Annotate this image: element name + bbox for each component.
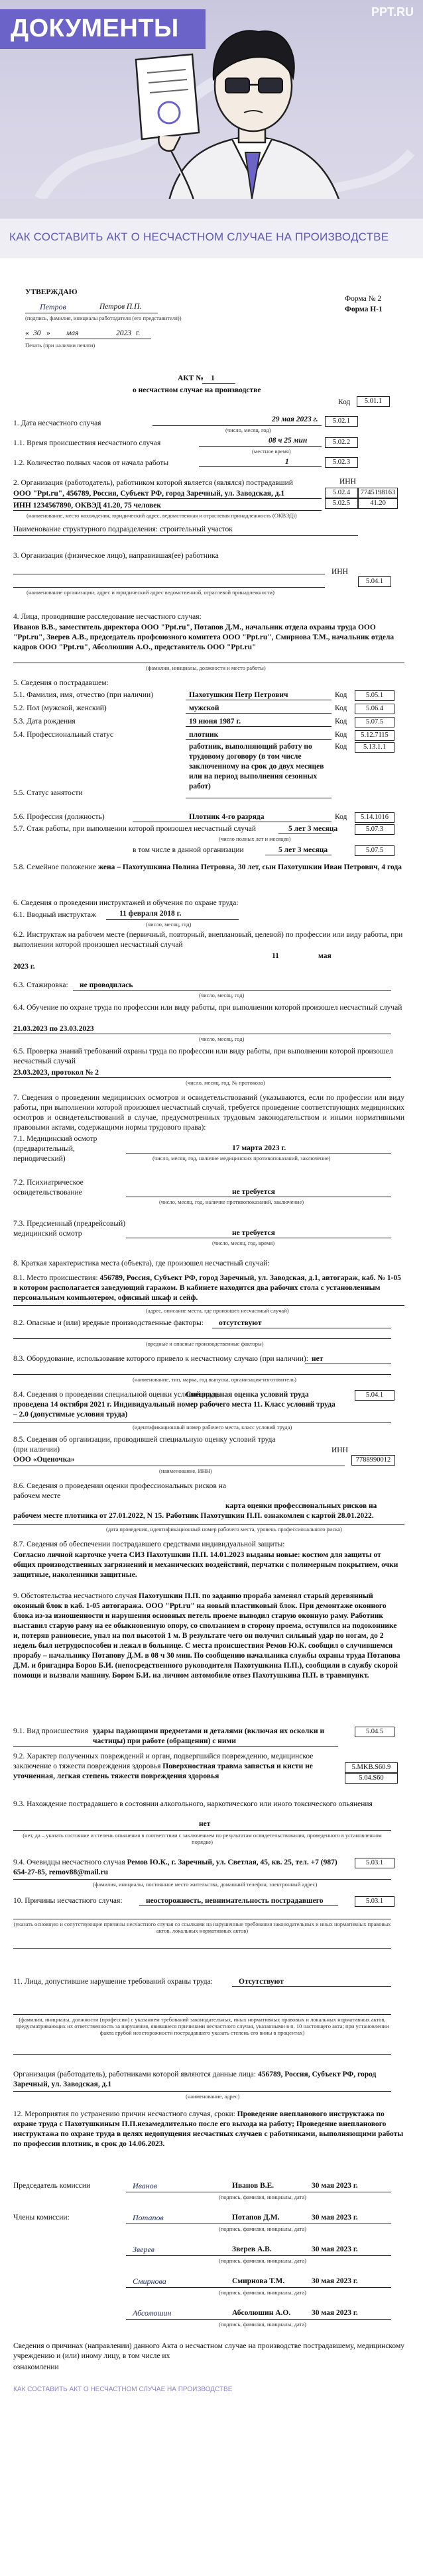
pre-label: 7.3. Предсменный (предрейсовый) медицинский осмотр	[13, 1220, 126, 1238]
chair-name: Иванов В.Е.	[232, 2182, 274, 2190]
sec3-code: 5.04.1	[358, 576, 391, 587]
siz-value: Согласно личной карточке учета СИЗ Пахотушкин П.П. 14.01.2023 выданы новые: костюм для защиты от общих производственных загрязнений и механических воздействий, перчатки с полимерным покрытием, очки защитные, наколенники защитные.	[13, 1551, 398, 1579]
risk-label: 8.6. Сведения о проведении оценки профессиональных рисков на рабочем месте	[13, 1482, 226, 1500]
psych-label: 7.2. Психиатрическое освидетельствование	[13, 1179, 84, 1197]
article-banner	[0, 0, 423, 219]
org-code-2: 5.02.5	[325, 498, 358, 509]
work-hours: 1	[285, 458, 289, 466]
members-label: Члены комиссии:	[13, 2214, 70, 2222]
instr-label: 6.2. Инструктаж на рабочем месте (первичный, повторный, внеплановый, целевой) по профессии или виду работы, при выполнении которой произошел несчастный случай	[13, 931, 403, 949]
cause-value: неосторожность, невнимательность пострадавшего	[146, 1897, 324, 1905]
victim-sex: мужской	[189, 704, 219, 712]
sec4-caption: (фамилии, инициалы, должности и место работы)	[146, 665, 266, 671]
approve-date-day: 30	[33, 329, 41, 337]
chair-date: 30 мая 2023 г.	[312, 2182, 358, 2190]
member-caption: (подпись, фамилия, инициалы, дата)	[219, 2321, 306, 2328]
member-signature: Абсолюшин	[133, 2308, 172, 2318]
sout-label: 8.4. Сведения о проведении специальной оценки условий труда	[13, 1391, 220, 1399]
victim-position-code: 5.14.1016	[355, 812, 394, 823]
okud-label: Код	[338, 398, 351, 406]
train-label: 6.4. Обучение по охране труда по профессии или виду работы, при выполнении которой произошел несчастный случай	[13, 1004, 402, 1012]
approve-date-year: 2023	[116, 329, 131, 337]
check-label: 6.5. Проверка знаний требований охраны труда по профессии или виду работы, при выполнении которой произошел несчастный случай	[13, 1047, 393, 1065]
sec3-caption: (наименование организации, адрес и юридический адрес ведомственной, отраслевой принадлежности)	[27, 589, 274, 596]
act-title: АКТ №	[178, 374, 204, 382]
family-value: жена – Пахотушкина Полина Петровна, 30 лет, сын Пахотушкин Иван Петрович, 4 года	[97, 863, 402, 871]
victim-sex-code: 5.06.4	[355, 704, 394, 714]
med-label: 7.1. Медицинский осмотр (предварительный, периодический)	[13, 1135, 97, 1163]
victim-sex-label: 5.2. Пол (мужской, женский)	[13, 704, 107, 712]
violators-caption: (фамилии, инициалы, должности (профессии) с указанием требований законодательных, иных нормативных правовых и локальных нормативных актов, предусматривающих их ответственность за нарушения, явившиеся причинами несчастного случая, указанными в п. 10 настоящего акта; при установлении факта грубой неосторожности пострадавшего указать степень его вины в процентах)	[15, 2016, 389, 2036]
victim-prof-code: 5.12.7115	[355, 730, 394, 741]
exp-code: 5.07.3	[355, 824, 394, 835]
victim-position-label: 5.6. Профессия (должность)	[13, 813, 105, 821]
member-name: Потапов Д.М.	[232, 2214, 280, 2222]
sout-value: Специальная оценка условий труда проведена 14 октября 2021 г. Индивидуальный номер рабочего места 11. Класс условий труда – 2.0 (допустимые условия труда)	[13, 1391, 335, 1419]
member-caption: (подпись, фамилия, инициалы, дата)	[219, 2289, 306, 2296]
instr-day: 11	[272, 952, 279, 960]
intro-date: 11 февраля 2018 г.	[119, 910, 182, 918]
cause-code: 5.03.1	[355, 1896, 394, 1907]
intern-value: не проводилась	[80, 981, 133, 989]
sec3-inn-label: ИНН	[332, 568, 348, 576]
inj-label: 9.1. Вид происшествия	[13, 1727, 88, 1735]
org-code-1: 5.02.4	[325, 488, 358, 498]
violators-org-caption: (наименование, адрес)	[186, 2093, 240, 2100]
site-logo[interactable]: PPT.RU	[371, 5, 414, 19]
alc-value: нет	[199, 1820, 211, 1828]
exp-caption: (число полных лет и месяцев)	[219, 835, 291, 842]
work-hours-code: 5.02.3	[325, 457, 358, 468]
org-inn: 7745198163	[358, 488, 398, 498]
place-caption: (адрес, описание места, где произошел несчастный случай)	[146, 1307, 289, 1314]
member-date: 30 мая 2023 г.	[312, 2245, 358, 2253]
victim-status-label: 5.5. Статус занятости	[13, 789, 83, 797]
member-signature: Смирнова	[133, 2277, 166, 2286]
intro-label: 6.1. Вводный инструктаж	[13, 911, 96, 919]
siz-label: 8.7. Сведения об обеспечении пострадавшего средствами индивидуальной защиты:	[13, 1540, 285, 1548]
alc-label: 9.3. Нахождение пострадавшего в состоянии алкогольного, наркотического или иного токсического опьянения	[13, 1800, 373, 1808]
intern-caption: (число, месяц, год)	[199, 992, 245, 998]
exp-org-code: 5.07.5	[355, 845, 394, 856]
violators-org-value: 456789, Россия, Субъект РФ, город Заречный, ул. Заводская, д.1	[13, 2070, 377, 2088]
exp-value: 5 лет 3 месяца	[288, 825, 338, 833]
harm-caption: (вредные и опасные производственные факторы)	[146, 1340, 264, 1347]
place-label: 8.1. Место происшествия:	[13, 1274, 98, 1282]
sec12-label: 12. Мероприятия по устранению причин несчастного случая, сроки:	[13, 2110, 235, 2118]
accident-date-code: 5.02.1	[325, 416, 358, 427]
exp-org-value: 5 лет 3 месяца	[278, 846, 328, 854]
sec9-label: 9. Обстоятельства несчастного случая	[13, 1592, 137, 1600]
equip-label: 8.3. Оборудование, использование которого привело к несчастному случаю (при наличии):	[13, 1355, 308, 1363]
approve-date-suffix: г.	[136, 329, 141, 337]
instr-year: 2023 г.	[13, 963, 35, 971]
sec10-label: 10. Причины несчастного случая:	[13, 1897, 123, 1905]
victim-dob-code: 5.07.5	[355, 717, 394, 727]
victim-employment-note: работник, выполняющий работу по трудовому договору (в том числе заключенному на срок до двух месяцев или на период выполнения сезонных работ)	[189, 743, 324, 790]
victim-prof: плотник	[189, 731, 219, 739]
equip-value: нет	[312, 1355, 324, 1363]
intern-label: 6.3. Стажировка:	[13, 981, 68, 989]
sec1-time-label: 1.1. Время происшествия несчастного случая	[13, 439, 161, 447]
victim-prof-label: 5.4. Профессиональный статус	[13, 731, 113, 739]
cause-caption: (указать основную и сопутствующие причины несчастного случая со ссылками на нарушенные требования законодательных и иных нормативных правовых актов, локальных нормативных актов)	[13, 1921, 391, 1934]
member-date: 30 мая 2023 г.	[312, 2214, 358, 2222]
victim-employment-code: 5.13.1.1	[355, 742, 394, 753]
article-caption	[0, 219, 423, 258]
chair-signature: Иванов	[133, 2181, 157, 2190]
sec8-label: 8. Краткая характеристика места (объекта), где произошел несчастный случай:	[13, 1260, 270, 1267]
sec7-label: 7. Сведения о проведении медицинских осмотров и освидетельствований (указываются, если по профессии или виду работы, при выполнении которой произошел несчастный случай, требуется проведение соответствующих медицинских осмотров и освидетельствований в случае, предусмотренных трудовым законодательством и иными нормативными правовыми актами, содержащими нормы трудового права):	[13, 1094, 404, 1132]
org-caption: (наименование, место нахождения, юридический адрес, ведомственная и отраслевая принадлежность (ОКВЭД))	[27, 512, 297, 519]
org-requisites: ИНН 1234567890, ОКВЭД 41.20, 75 человек	[13, 502, 161, 510]
member-name: Абсолюшин А.О.	[232, 2309, 291, 2317]
psych-value: не требуется	[232, 1188, 275, 1196]
diag-code: 5.MKB.S60.9	[345, 1762, 398, 1773]
violators-org-label: Организация (работодатель), работниками которой являются данные лица:	[13, 2070, 257, 2078]
member-date: 30 мая 2023 г.	[312, 2277, 358, 2285]
org-address: ООО "Ppt.ru", 456789, Россия, Субъект РФ, город Заречный, ул. Заводская, д.1	[13, 490, 285, 498]
sout-org-inn-label: ИНН	[332, 1446, 348, 1454]
train-value: 21.03.2023 по 23.03.2023	[13, 1025, 94, 1033]
pre-value: не требуется	[232, 1229, 275, 1237]
approve-heading: УТВЕРЖДАЮ	[25, 288, 78, 296]
sec11-label: 11. Лица, допустившие нарушение требований охраны труда:	[13, 1978, 213, 1986]
sout-org-label: 8.5. Сведения об организации, проводившей специальную оценку условий труда (при наличии)	[13, 1436, 276, 1454]
witness-code: 5.03.1	[355, 1858, 394, 1868]
diag-code-2: 5.04.S60	[345, 1773, 398, 1784]
exp-org-label: в том числе в данной организации	[133, 846, 244, 854]
sout-org-caption: (наименование, ИНН)	[159, 1468, 212, 1474]
check-caption: (число, месяц, год, № протокола)	[186, 1079, 265, 1086]
approver-caption: (подпись, фамилия, инициалы работодателя (его представителя))	[25, 315, 182, 321]
sout-org-inn: 7788990012	[351, 1455, 395, 1466]
article-caption-text: КАК СОСТАВИТЬ АКТ О НЕСЧАСТНОМ СЛУЧАЕ НА ПРОИЗВОДСТВЕ	[9, 231, 389, 243]
risk-value: карта оценки профессиональных рисков на рабочем месте плотника от 27.01.2022, N 15. Работник Пахотушкин П.П. ознакомлен с картой 28.01.2022.	[13, 1502, 377, 1520]
intro-caption: (число, месяц, год)	[146, 921, 192, 928]
footer-text: Сведения о причинах (направлении) данного Акта о несчастном случае на производстве пострадавшему, медицинскому учреждению и (или) иному лицу, в том числе их	[13, 2342, 404, 2360]
accident-time-caption: (местное время)	[252, 448, 291, 455]
accident-time-code: 5.02.2	[325, 437, 358, 448]
approver-signature: Петров	[40, 302, 66, 311]
banner-title: ДОКУМЕНТЫ	[11, 15, 179, 42]
accident-date-caption: (число, месяц, год)	[225, 427, 271, 433]
member-caption: (подпись, фамилия, инициалы, дата)	[219, 2257, 306, 2264]
approve-date-month: мая	[66, 329, 79, 337]
member-caption: (подпись, фамилия, инициалы, дата)	[219, 2226, 306, 2232]
witness-label: 9.4. Очевидцы несчастного случая	[13, 1858, 125, 1866]
chair-label: Председатель комиссии	[13, 2182, 91, 2190]
sec6-label: 6. Сведения о проведении инструктажей и обучения по охране труда:	[13, 899, 239, 907]
place-value: 456789, Россия, Субъект РФ, город Заречный, ул. Заводская, д.1, автогараж, каб. № 1-05 в котором располагается заведующий гаражом. В кабинете находится два рабочих стола с установленным персональным компьютером, офисный шкаф и сейф.	[13, 1274, 401, 1302]
med-value: 17 марта 2023 г.	[232, 1144, 286, 1152]
victim-name: Пахотушкин Петр Петрович	[189, 691, 288, 699]
inj-code: 5.04.5	[355, 1727, 394, 1737]
pre-caption: (число, месяц, год, время)	[212, 1240, 275, 1246]
witness-value: Ремов Ю.К., г. Заречный, ул. Светлая, 45, кв. 25, тел. +7 (987) 654-27-85, remov88@mail.ru	[13, 1858, 337, 1876]
harm-value: отсутствуют	[219, 1319, 262, 1327]
equip-caption: (наименование, тип, марка, год выпуска, организация-изготовитель)	[133, 1376, 296, 1383]
victim-dob-label: 5.3. Дата рождения	[13, 718, 76, 725]
sout-caption: (идентификационный номер рабочего места, класс условий труда)	[133, 1424, 292, 1430]
victim-dob: 19 июня 1987 г.	[189, 718, 241, 725]
diag-value: Поверхностная травма запястья и кисти не уточненная, легкая степень тяжести повреждения здоровья	[13, 1762, 313, 1780]
witness-caption: (фамилия, инициалы, постоянное место жительства, домашний телефон, электронный адрес)	[93, 1881, 318, 1888]
risk-caption: (дата проведения, идентификационный номер рабочего места, уровень профессионального риска)	[106, 1526, 342, 1532]
alc-caption: (нет, да – указать состояние и степень опьянения в соответствии с заключением по результатам освидетельствования, проведенного в установленном порядке)	[23, 1832, 382, 1845]
sec2-label: 2. Организация (работодатель), работником которой является (являлся) пострадавший	[13, 479, 293, 487]
approver-name: Петров П.П.	[99, 303, 142, 311]
form-number: Форма № 2	[345, 295, 382, 303]
banner-category-tag	[0, 9, 206, 49]
member-name: Зверев А.В.	[232, 2245, 272, 2253]
sec1-hours-label: 1.2. Количество полных часов от начала работы	[13, 459, 169, 467]
instr-month: мая	[318, 952, 332, 960]
member-signature: Потапов	[133, 2213, 164, 2222]
member-date: 30 мая 2023 г.	[312, 2309, 358, 2317]
footer-watermark: КАК СОСТАВИТЬ АКТ О НЕСЧАСТНОМ СЛУЧАЕ НА ПРОИЗВОДСТВЕ	[13, 2386, 233, 2393]
chair-caption: (подпись, фамилия, инициалы, дата)	[219, 2194, 306, 2200]
sec3-label: 3. Организация (физическое лицо), направившая(ее) работника	[13, 552, 219, 560]
measures-value: Проведение внепланового инструктажа по охране труда с Пахотушкиным П.П.незамедлительно после его выхода на работу; Проведение внепланового инструктажа по охране труда в целях недопущения несчастных случаев с работниками, выполняющими работы по профессии плотник, в срок до 14.06.2023.	[13, 2110, 404, 2148]
sec1-label: 1. Дата несчастного случая	[13, 419, 101, 427]
accident-act-form: УТВЕРЖДАЮ Петров Петров П.П. (подпись, фамилия, инициалы работодателя (его представителя)) « 30 » мая 2023 г. Печать (при наличии печати) Форма № 2 Форма Н-1 АКТ № 1 о несчастном случае на производстве Код 5.01.1 1. Дата несчастного случая 29 мая 2023 г. (число, месяц, год) 5.02.1 1.1. Время происшествия несчастного случая 08 ч 25 мин (местное время) 5.02.2 1.2. Количество полных часов от начала работы 1 5.02.3 2. Организация (работодатель), работником которой является (являлся) пострадавший ИНН 7745198163 41.20 ООО "Ppt.ru", 456789, Россия, Субъект РФ, город Заречный, ул. Заводская, д.1 5.02.4 ИНН 1234567890, ОКВЭД 41.20, 75 человек 5.02.5 (наименование, место нахождения, юридический адрес, ведомственная и отраслевая принадлежность (ОКВЭД)) Наименование структурного подразделения: строительный участок 3. Организация (физическое лицо), направившая(ее) работника ИНН 5.04.1 (наименование организации, адрес и юридический адрес ведомственной, отраслевой принадлежности) 4. Лица, проводившие расследование несчастного случая: Иванов В.В., заместитель директора ООО "Ppt.ru", Потапов Д.М., начальник отдела охраны труда ООО "Ppt.ru", Зверев А.В., председатель профсоюзного комитета ООО "Ppt.ru", Смирнова Т.М., начальник отдела кадров ООО "Ppt.ru", Абсолюшин А.О., представитель ООО "Ppt.ru" (фамилии, инициалы, должности и место работы) 5. Сведения о пострадавшем: 5.1. Фамилия, имя, отчество (при наличии) Пахотушкин Петр Петрович Код 5.05.1 5.2. Пол (мужской, женский) мужской Код 5.06.4 5.3. Дата рождения 19 июня 1987 г. Код 5.07.5 5.4. Профессиональный статус плотник Код 5.12.7115 работник, выполняющий работу по трудовому договору (в том числе заключенному на срок до двух месяцев или на период выполнения сезонных работ) Код 5.13.1.1 5.5. Статус занятости 5.6. Профессия (должность) Плотник 4-го разряда Код 5.14.1016 5.7. Стаж работы, при выполнении которой произошел несчастный случай 5 лет 3 месяца 5.07.3 (число полных лет и месяцев) в том числе в данной организации 5 лет 3 месяца 5.07.5 5.8. Семейное положение жена – Пахотушкина Полина Петровна, 30 лет, сын Пахотушкин Иван Петрович, 4 года 6. Сведения о проведении инструктажей и обучения по охране труда: 6.1. Вводный инструктаж 11 февраля 2018 г. (число, месяц, год) 6.2. Инструктаж на рабочем месте (первичный, повторный, внеплановый, целевой) по профессии или виду работы, при выполнении которой произошел несчастный случай 11 мая 2023 г. 6.3. Стажировка: не проводилась (число, месяц, год) 6.4. Обучение по охране труда по профессии или виду работы, при выполнении которой произошел несчастный случай 21.03.2023 по 23.03.2023 (число, месяц, год) 6.5. Проверка знаний требований охраны труда по профессии или виду работы, при выполнении которой произошел несчастный случай 23.03.2023, протокол № 2 (число, месяц, год, № протокола) 7. Сведения о проведении медицинских осмотров и освидетельствований (указываются, если по профессии или виду работы, при выполнении которой произошел несчастный случай, требуется проведение соответствующих медицинских осмотров и освидетельствований в случае, предусмотренных трудовым законодательством и иными нормативными правовыми актами, содержащими нормы трудового права): 7.1. Медицинский осмотр (предварительный, периодический) 17 марта 2023 г. (число, месяц, год, наличие медицинских противопоказаний, заключение) 7.2. Психиатрическое освидетельствование не требуется (число, месяц, год, наличие противопоказаний, заключение) 7.3. Предсменный (предрейсовый) медицинский осмотр не требуется (число, месяц, год, время) 8. Краткая характеристика места (объекта), где произошел несчастный случай: 8.1. Место происшествия: 456789, Россия, Субъект РФ, город Заречный, ул. Заводская, д.1, автогараж, каб. № 1-05 в котором располагается заведующий гаражом. В кабинете находится два рабочих стола с установленным персональным компьютером, офисный шкаф и сейф. (адрес, описание места, где произошел несчастный случай) 8.2. Опасные и (или) вредные производственные факторы: отсутствуют (вредные и опасные производственные факторы) 8.3. Оборудование, использование которого привело к несчастному случаю (при наличии): нет (наименование, тип, марка, год выпуска, организация-изготовитель) 8.4. Сведения о проведении специальной оценки условий труда Специальная оценка условий труда проведена 14 октября 2021 г. Индивидуальный номер рабочего места 11. Класс условий труда – 2.0 (допустимые условия труда) 5.04.1 (идентификационный номер рабочего места, класс условий труда) 8.5. Сведения об организации, проводившей специальную оценку условий труда (при наличии) ООО «Оценочка» ИНН 7788990012 (наименование, ИНН) 8.6. Сведения о проведении оценки профессиональных рисков на рабочем месте карта оценки профессиональных рисков на рабочем месте плотника от 27.01.2022, N 15. Работник Пахотушкин П.П. ознакомлен с картой 28.01.2022. (дата проведения, идентификационный номер рабочего места, уровень профессионального риска) 8.7. Сведения об обеспечении пострадавшего средствами индивидуальной защиты: Согласно личной карточке учета СИЗ Пахотушкин П.П. 14.01.2023 выданы новые: костюм для защиты от общих производственных загрязнений и механических воздействий, перчатки с полимерным покрытием, очки защитные, наколенники защитные. 9. Обстоятельства несчастного случая Пахотушкин П.П. по заданию прораба заменял старый деревянный оконный блок в каб. 1-05 автогаража. ООО "Ppt.ru" на новый пластиковый блок. При демонтаже оконного блока из-за изношенности и нарушения основных петель проеме выводил старую оконную раму. Работник выставил старую раму на ее обыкновенную опору, со сползанием в сторону проема, оступился на подоконнике и, потеряв равновесие, упал на пол высотой 1 м. В результате чего он получил сильный удар по ногам, до 2 недель был нетрудоспособен и лежал в больнице. С места происшествия Ремов Ю.К. сообщил о случившемся прорабу – начальнику Потапову Д.М. в 08 ч 30 мин. По сообщению начальника службы охраны труда Потапова Д.М. и бригадира Боров Б.И. (непосредственного руководителя Пахотушкина П.П.), сообщили в службу скорой помощи и вызвали машину. Бором Б.И. на личном автомобиле отвез Пахотушкина П.П. в травмпункт. 9.1. Вид происшествия удары падающими предметами и деталями (включая их осколки и частицы) при работе (обращении) с ними 5.04.5 9.2. Характер полученных повреждений и орган, подвергшийся повреждению, медицинское заключение о тяжести повреждения здоровья Поверхностная травма запястья и кисти не уточненная, легкая степень тяжести повреждения здоровья 5.MKB.S60.9 5.04.S60 9.3. Нахождение пострадавшего в состоянии алкогольного, наркотического или иного токсического опьянения нет (нет, да – указать состояние и степень опьянения в соответствии с заключением по результатам освидетельствования, проведенного в установленном порядке) 9.4. Очевидцы несчастного случая Ремов Ю.К., г. Заречный, ул. Светлая, 45, кв. 25, тел. +7 (987) 654-27-85, remov88@mail.ru 5.03.1 (фамилия, инициалы, постоянное место жительства, домашний телефон, электронный адрес) 10. Причины несчастного случая: неосторожность, невнимательность пострадавшего 5.03.1 (указать основную и сопутствующие причины несчастного случая со ссылками на нарушенные требования законодательных и иных нормативных правовых актов, локальных нормативных актов) 11. Лица, допустившие нарушение требований охраны труда: Отсутствуют (фамилии, инициалы, должности (профессии) с указанием требований законодательных, иных нормативных правовых и локальных нормативных актов, предусматривающих их ответственность за нарушения, явившиеся причинами несчастного случая, указанными в п. 10 настоящего акта; при установлении факта грубой неосторожности пострадавшего указать степень его вины в процентах) Организация (работодатель), работниками которой являются данные лица: 456789, Россия, Субъект РФ, город Заречный, ул. Заводская, д.1 (наименование, адрес) 12. Мероприятия по устранению причин несчастного случая, сроки: Проведение внепланового инструктажа по охране труда с Пахотушкиным П.П.незамедлительно после его выхода на работу; Проведение внепланового инструктажа по охране труда в целях недопущения несчастных случаев с работниками, выполняющими работы по профессии плотник, в срок до 14.06.2023. Председатель комиссии Иванов Иванов В.Е. 30 мая 2023 г. (подпись, фамилия, инициалы, дата) Члены комиссии: Потапов Потапов Д.М. 30 мая 2023 г. (подпись, фамилия, инициалы, дата) Зверев Зверев А.В. 30 мая 2023 г. (подпись, фамилия, инициалы, дата) Смирнова Смирнова Т.М. 30 мая 2023 г. (подпись, фамилия, инициалы, дата) Абсолюшин Абсолюшин А.О. 30 мая 2023 г. (подпись, фамилия, инициалы, дата) Сведения о причинах (направлении) данного Акта о несчастном случае на производстве пострадавшему, медицинскому учреждению и (или) иному лицу, в том числе их ознакомлении КАК СОСТАВИТЬ АКТ О НЕСЧАСТНОМ СЛУЧАЕ НА ПРОИЗВОДСТВЕ	[13, 288, 404, 2393]
member-name: Смирнова Т.М.	[232, 2277, 285, 2285]
check-value: 23.03.2023, протокол № 2	[13, 1069, 99, 1077]
accident-date: 29 мая 2023 г.	[272, 415, 318, 423]
family-label: 5.8. Семейное положение	[13, 863, 96, 871]
org-okved-code: 41.20	[358, 498, 398, 509]
form-code: Форма Н-1	[345, 305, 383, 313]
member-signature: Зверев	[133, 2245, 155, 2254]
commission-members: Иванов В.В., заместитель директора ООО "Ppt.ru", Потапов Д.М., начальник отдела охраны труда ООО "Ppt.ru", Зверев А.В., председатель профсоюзного комитета ООО "Ppt.ru", Смирнова Т.М., начальник отдела кадров ООО "Ppt.ru", Абсолюшин А.О., представитель ООО "Ppt.ru"	[13, 623, 394, 651]
violators-value: Отсутствуют	[239, 1978, 284, 1986]
sout-code: 5.04.1	[355, 1390, 394, 1401]
accident-time: 08 ч 25 мин	[269, 437, 308, 445]
exp-label: 5.7. Стаж работы, при выполнении которой произошел несчастный случай	[13, 825, 257, 833]
med-caption: (число, месяц, год, наличие медицинских противопоказаний, заключение)	[152, 1155, 331, 1161]
act-subtitle: о несчастном случае на производстве	[133, 386, 261, 394]
unit-label: Наименование структурного подразделения: строительный участок	[13, 525, 233, 533]
inj-value: удары падающими предметами и деталями (включая их осколки и частицы) при работе (обращении) с ними	[93, 1727, 325, 1745]
footer-text-2: ознакомлении	[13, 2363, 59, 2371]
circumstances-text: Пахотушкин П.П. по заданию прораба заменял старый деревянный оконный блок в каб. 1-05 автогаража. ООО "Ppt.ru" на новый пластиковый блок. При демонтаже оконного блока из-за изношенности и нарушения основных петель проеме выводил старую оконную раму. Работник выставил старую раму на ее обыкновенную опору, со сползанием в сторону проема, оступился на подоконнике и, потеряв равновесие, упал на пол высотой 1 м. В результате чего он получил сильный удар по ногам, до 2 недель был нетрудоспособен и лежал в больнице. С места происшествия Ремов Ю.К. сообщил о случившемся прорабу – начальнику Потапову Д.М. в 08 ч 30 мин. По сообщению начальника службы охраны труда Потапова Д.М. и бригадира Боров Б.И. (непосредственного руководителя Пахотушкина П.П.), сообщили в службу скорой помощи и вызвали машину. Бором Б.И. на личном автомобиле отвез Пахотушкина П.П. в травмпункт.	[13, 1592, 400, 1680]
diag-label: 9.2. Характер полученных повреждений и орган, подвергшийся повреждению, медицинское заключение о тяжести повреждения здоровья	[13, 1752, 314, 1770]
psych-caption: (число, месяц, год, наличие противопоказаний, заключение)	[159, 1199, 304, 1205]
okud-code: 5.01.1	[357, 396, 390, 407]
act-number: 1	[211, 374, 215, 382]
stamp-caption: Печать (при наличии печати)	[25, 342, 95, 349]
sec5-label: 5. Сведения о пострадавшем:	[13, 679, 109, 687]
sout-org-value: ООО «Оценочка»	[13, 1456, 75, 1464]
inn-label: ИНН	[339, 478, 356, 486]
victim-position: Плотник 4-го разряда	[189, 813, 265, 821]
harm-label: 8.2. Опасные и (или) вредные производственные факторы:	[13, 1319, 204, 1327]
victim-name-code: 5.05.1	[355, 690, 394, 701]
sec4-label: 4. Лица, проводившие расследование несчастного случая:	[13, 613, 202, 621]
victim-name-label: 5.1. Фамилия, имя, отчество (при наличии)	[13, 691, 153, 699]
train-caption: (число, месяц, год)	[199, 1036, 245, 1042]
